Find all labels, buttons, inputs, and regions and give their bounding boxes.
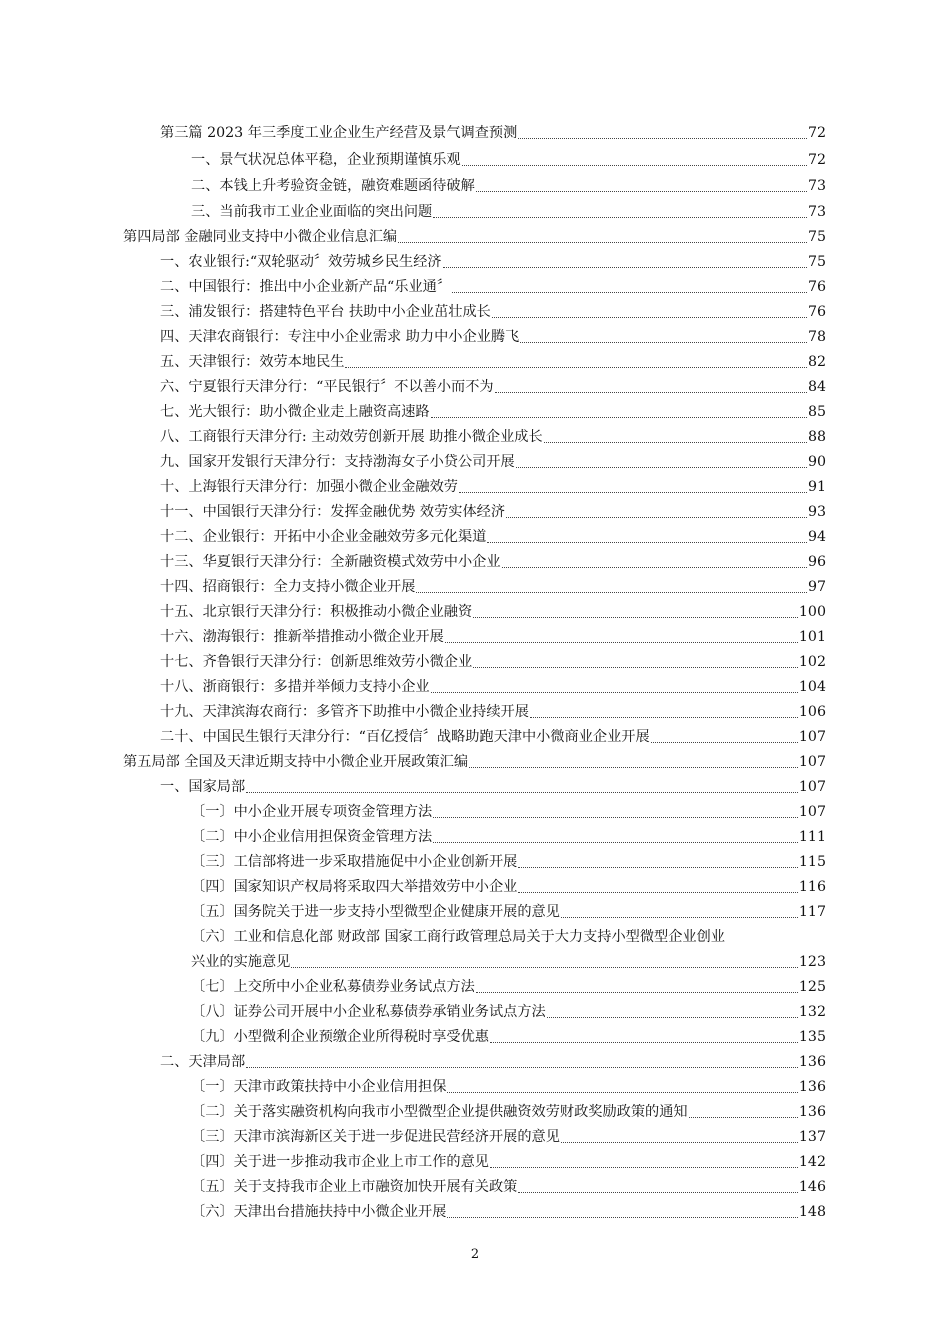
toc-leader-dots [561,1141,798,1143]
toc-entry-title: 二、本钱上升考验资金链，融资难题函待破解 [191,178,475,194]
toc-entry-page: 96 [807,554,826,570]
toc-entry-page: 91 [807,479,826,495]
toc-leader-dots [490,1166,798,1168]
toc-leader-dots [443,266,807,268]
toc-entry[interactable] [191,1002,826,1022]
toc-entry-page: 142 [798,1154,826,1170]
toc-entry-page: 73 [807,178,826,194]
toc-entry-page: 76 [807,304,826,320]
toc-entry-page: 135 [798,1029,826,1045]
toc-entry-page: 146 [798,1179,826,1195]
toc-entry-page: 72 [807,152,826,168]
toc-entry-page: 136 [798,1104,826,1120]
toc-entry[interactable] [160,327,826,347]
toc-entry-page: 106 [798,704,826,720]
toc-entry-page: 116 [798,879,826,895]
toc-entry-title: 七、光大银行：助小微企业走上融资高速路 [160,404,430,420]
toc-entry-page: 102 [798,654,826,670]
toc-entry[interactable] [191,1152,826,1172]
toc-entry-page: 136 [798,1054,826,1070]
toc-entry[interactable] [191,802,826,822]
toc-entry[interactable] [160,1052,826,1072]
toc-entry-title: 十四、招商银行：全力支持小微企业开展 [160,579,416,595]
toc-entry-title: 十一、中国银行天津分行：发挥金融优势 效劳实体经济 [160,504,506,520]
toc-entry-page: 137 [798,1129,826,1145]
toc-entry-title: 十七、齐鲁银行天津分行：创新思维效劳小微企业 [160,654,473,670]
toc-leader-dots [473,616,798,618]
toc-entry[interactable] [160,377,826,397]
toc-leader-dots [452,291,807,293]
toc-entry[interactable] [160,402,826,422]
toc-leader-dots [431,416,807,418]
toc-entry[interactable] [191,1027,826,1047]
toc-entry-title: 四、天津农商银行：专注中小企业需求 助力中小企业腾飞 [160,329,520,345]
toc-entry-title: 〔四〕关于进一步推动我市企业上市工作的意见 [191,1154,489,1170]
toc-entry[interactable] [191,1102,826,1122]
toc-entry-title: 五、天津银行：效劳本地民生 [160,354,345,370]
toc-leader-dots [518,891,798,893]
toc-entry-page: 107 [798,779,826,795]
toc-entry-title: 〔三〕天津市滨海新区关于进一步促进民营经济开展的意见 [191,1129,560,1145]
toc-entry[interactable] [160,123,826,143]
toc-leader-dots [459,491,807,493]
toc-leader-dots [469,766,798,768]
toc-entry-page: 132 [798,1004,826,1020]
toc-leader-dots [516,466,807,468]
toc-leader-dots [476,190,807,192]
toc-entry-title: 一、景气状况总体平稳，企业预期谨慎乐观 [191,152,461,168]
toc-entry[interactable] [160,727,826,747]
toc-entry-title: 一、农业银行:“双轮驱动〞效劳城乡民生经济 [160,254,442,270]
toc-entry-title: 〔五〕关于支持我市企业上市融资加快开展有关政策 [191,1179,518,1195]
toc-leader-dots [246,1066,798,1068]
toc-entry[interactable] [191,827,826,847]
toc-leader-dots [495,391,807,393]
toc-entry-page: 82 [807,354,826,370]
toc-entry-page: 84 [807,379,826,395]
toc-entry-title: 二、中国银行：推出中小企业新产品“乐业通〞 [160,279,452,295]
toc-entry-title: 十、上海银行天津分行：加强小微企业金融效劳 [160,479,458,495]
toc-leader-dots [544,441,807,443]
toc-entry-title: 三、当前我市工业企业面临的突出问题 [191,204,433,220]
toc-entry-page: 94 [807,529,826,545]
toc-entry-page: 72 [807,125,826,141]
toc-leader-dots [518,866,798,868]
toc-leader-dots [473,666,798,668]
toc-entry-page: 90 [807,454,826,470]
toc-entry-title: 十八、浙商银行：多措并举倾力支持小企业 [160,679,430,695]
toc-entry-title: 〔二〕关于落实融资机构向我市小型微型企业提供融资效劳财政奖励政策的通知 [191,1104,688,1120]
toc-entry-page: 123 [798,954,826,970]
toc-entry[interactable] [123,227,826,247]
toc-entry-page: 93 [807,504,826,520]
toc-leader-dots [433,841,798,843]
toc-leader-dots [416,591,807,593]
toc-entry[interactable] [160,252,826,272]
toc-entry-page: 88 [807,429,826,445]
toc-entry[interactable] [123,752,826,772]
toc-entry[interactable] [191,1077,826,1097]
toc-leader-dots [476,991,798,993]
toc-entry[interactable] [160,277,826,297]
toc-entry[interactable] [191,977,826,997]
toc-entry-title: 〔一〕中小企业开展专项资金管理方法 [191,804,433,820]
toc-leader-dots [506,516,807,518]
toc-leader-dots [487,541,807,543]
toc-entry[interactable] [191,902,826,922]
toc-entry[interactable] [160,302,826,322]
toc-leader-dots [431,691,798,693]
toc-leader-dots [490,1041,798,1043]
toc-entry-page: 107 [798,729,826,745]
toc-entry-title: 〔四〕国家知识产权局将采取四大举措效劳中小企业 [191,879,518,895]
toc-entry-title: 〔三〕工信部将进一步采取措施促中小企业创新开展 [191,854,518,870]
page-number: 2 [470,1247,480,1262]
toc-entry[interactable] [160,427,826,447]
toc-entry-title: 十六、渤海银行：推新举措推动小微企业开展 [160,629,444,645]
toc-entry-title: 一、国家局部 [160,779,246,795]
toc-entry-page: 101 [798,629,826,645]
toc-leader-dots [518,137,807,139]
toc-entry-title: 〔一〕天津市政策扶持中小企业信用担保 [191,1079,447,1095]
toc-entry-title: 三、浦发银行：搭建特色平台 扶助中小企业茁壮成长 [160,304,491,320]
toc-entry-title: 第三篇 2023 年三季度工业企业生产经营及景气调查预测 [160,125,518,141]
toc-entry-page: 111 [798,829,826,845]
toc-entry-page: 76 [807,279,826,295]
toc-entry-title: 九、国家开发银行天津分行：支持渤海女子小贷公司开展 [160,454,515,470]
toc-entry-page: 97 [807,579,826,595]
toc-leader-dots [433,216,807,218]
toc-entry[interactable] [191,1177,826,1197]
toc-leader-dots [689,1116,798,1118]
toc-entry[interactable] [160,652,826,672]
toc-leader-dots [651,741,798,743]
toc-leader-dots [502,566,807,568]
toc-entry-title: 第五局部 全国及天津近期支持中小微企业开展政策汇编 [123,754,469,770]
toc-entry-first-line[interactable]: 〔六〕工业和信息化部 财政部 国家工商行政管理总局关于大力支持小型微型企业创业 [191,929,725,945]
toc-entry[interactable] [160,627,826,647]
toc-leader-dots [447,1091,798,1093]
toc-entry-title: 〔五〕国务院关于进一步支持小型微型企业健康开展的意见 [191,904,560,920]
toc-leader-dots [291,966,798,968]
toc-entry[interactable] [160,527,826,547]
toc-leader-dots [447,1216,798,1218]
toc-entry-title: 十五、北京银行天津分行：积极推动小微企业融资 [160,604,473,620]
toc-entry-title: 〔二〕中小企业信用担保资金管理方法 [191,829,433,845]
toc-entry[interactable] [160,777,826,797]
toc-entry-page: 115 [798,854,826,870]
toc-entry-page: 75 [807,229,826,245]
toc-entry[interactable] [191,1127,826,1147]
toc-entry-page: 125 [798,979,826,995]
toc-entry-title: 〔九〕小型微利企业预缴企业所得税时享受优惠 [191,1029,489,1045]
toc-entry-page: 136 [798,1079,826,1095]
toc-entry-title-continuation: 兴业的实施意见 [191,954,291,970]
toc-entry[interactable] [160,352,826,372]
toc-leader-dots [492,316,807,318]
toc-entry[interactable] [160,702,826,722]
toc-entry[interactable] [160,677,826,697]
toc-leader-dots [433,816,798,818]
toc-entry[interactable] [160,552,826,572]
toc-entry[interactable] [191,176,826,196]
toc-entry[interactable] [191,1202,826,1222]
toc-entry[interactable] [191,952,826,972]
toc-leader-dots [445,641,798,643]
toc-entry[interactable] [160,602,826,622]
toc-entry-page: 117 [798,904,826,920]
toc-entry[interactable] [160,577,826,597]
toc-leader-dots [561,916,798,918]
toc-entry[interactable] [191,202,826,222]
toc-leader-dots [246,791,798,793]
toc-leader-dots [462,164,807,166]
toc-leader-dots [530,716,798,718]
toc-entry-title: 二十、中国民生银行天津分行：“百亿授信〞战略助跑天津中小微商业企业开展 [160,729,650,745]
toc-entry[interactable] [191,877,826,897]
toc-entry-title: 八、工商银行天津分行: 主动效劳创新开展 助推小微企业成长 [160,429,543,445]
toc-entry[interactable] [191,150,826,170]
toc-entry-page: 148 [798,1204,826,1220]
toc-entry-page: 73 [807,204,826,220]
toc-entry-title: 〔六〕天津出台措施扶持中小微企业开展 [191,1204,447,1220]
toc-entry-title: 二、天津局部 [160,1054,246,1070]
toc-entry-title: 十三、华夏银行天津分行：全新融资模式效劳中小企业 [160,554,501,570]
toc-leader-dots [547,1016,798,1018]
toc-entry-page: 75 [807,254,826,270]
toc-entry-page: 85 [807,404,826,420]
toc-entry[interactable] [160,452,826,472]
toc-leader-dots [345,366,806,368]
toc-leader-dots [398,241,807,243]
toc-entry-title: 六、宁夏银行天津分行：“平民银行〞不以善小而不为 [160,379,494,395]
toc-entry[interactable] [160,502,826,522]
toc-entry[interactable] [191,852,826,872]
toc-entry-title: 〔八〕证券公司开展中小企业私募债券承销业务试点方法 [191,1004,546,1020]
toc-entry-page: 104 [798,679,826,695]
toc-entry-title: 〔七〕上交所中小企业私募债券业务试点方法 [191,979,475,995]
toc-entry-page: 78 [807,329,826,345]
toc-entry[interactable] [160,477,826,497]
toc-entry-page: 107 [798,804,826,820]
toc-entry-title: 十九、天津滨海农商行：多管齐下助推中小微企业持续开展 [160,704,529,720]
toc-entry-title: 第四局部 金融同业支持中小微企业信息汇编 [123,229,398,245]
toc-entry-page: 107 [798,754,826,770]
toc-entry-title: 十二、企业银行：开拓中小企业金融效劳多元化渠道 [160,529,487,545]
toc-leader-dots [518,1191,798,1193]
toc-leader-dots [520,341,807,343]
toc-entry-page: 100 [798,604,826,620]
